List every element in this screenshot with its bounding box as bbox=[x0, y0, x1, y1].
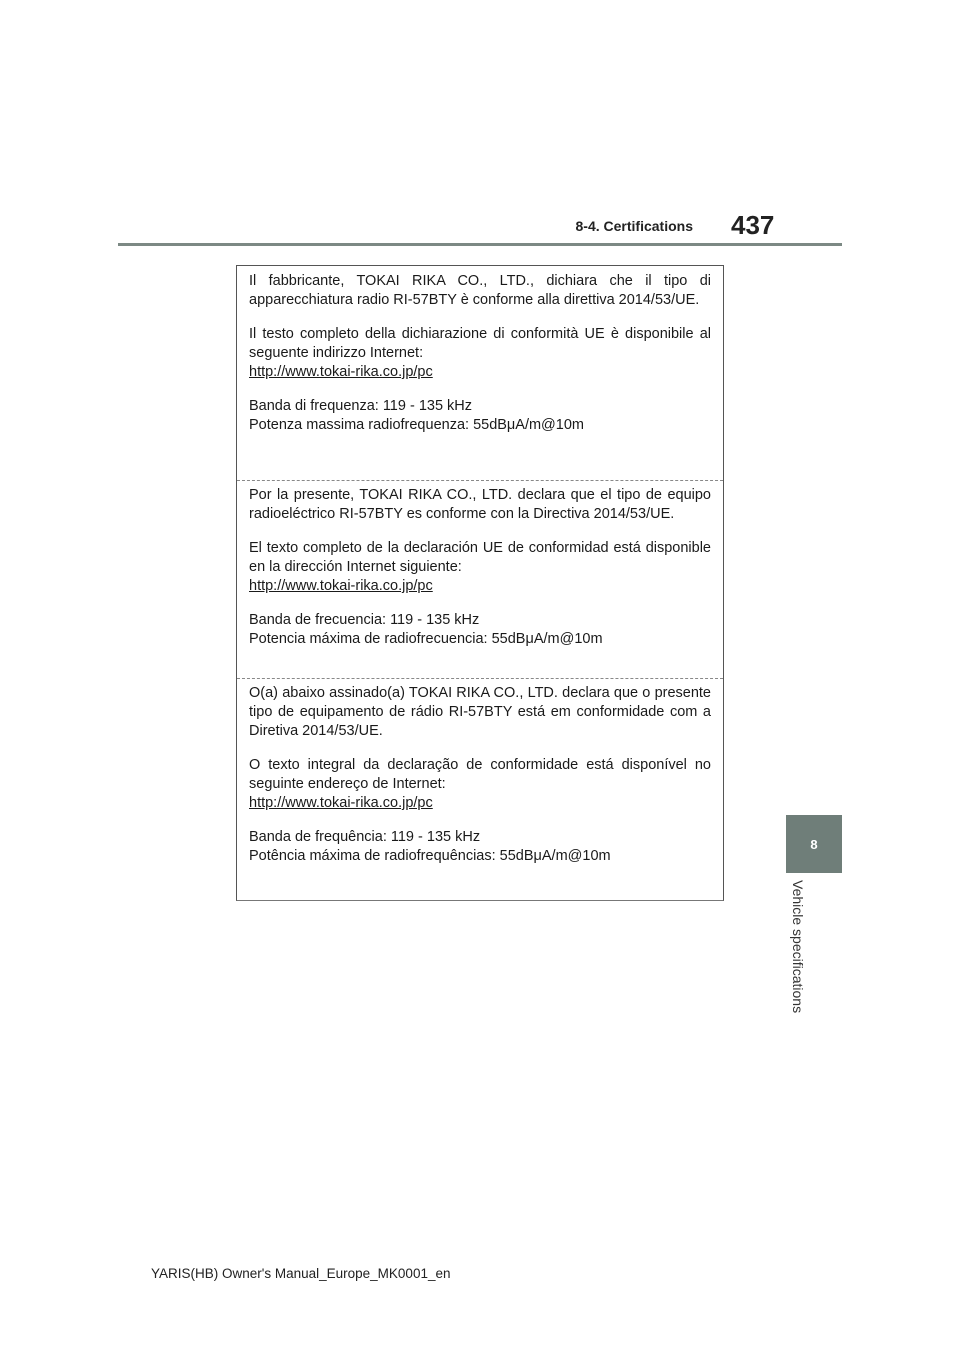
declaration-url-link[interactable]: http://www.tokai-rika.co.jp/pc bbox=[249, 364, 433, 380]
section-title: 8-4. Certifications bbox=[575, 218, 693, 234]
portuguese-declaration-block bbox=[237, 678, 723, 866]
availability-text: Il testo completo della dichiarazione di conformità UE è disponibile al seguente indirizzo Internet: bbox=[249, 326, 711, 361]
chapter-number: 8 bbox=[810, 836, 818, 852]
page-number: 437 bbox=[731, 210, 775, 240]
frequency-band-text: Banda di frequenza: 119 - 135 kHz bbox=[249, 398, 473, 414]
declaration-text: O(a) abaixo assinado(a) TOKAI RIKA CO., LTD. declara que o presente tipo de equipamento de rádio RI-57BTY está em conformidade com a Diretiva 2014/53/UE. bbox=[249, 685, 711, 739]
manual-footer: YARIS(HB) Owner's Manual_Europe_MK0001_en bbox=[151, 1266, 451, 1281]
header-divider bbox=[118, 243, 842, 246]
frequency-band-text: Banda de frequência: 119 - 135 kHz bbox=[249, 829, 481, 845]
frequency-band-text: Banda de frecuencia: 119 - 135 kHz bbox=[249, 612, 480, 628]
spanish-declaration-block bbox=[237, 480, 723, 649]
availability-text: O texto integral da declaração de conformidade está disponível no seguinte endereço de Internet: bbox=[249, 757, 711, 792]
max-power-text: Potenza massima radiofrequenza: 55dBμA/m@10m bbox=[249, 417, 584, 433]
declaration-text: Il fabbricante, TOKAI RIKA CO., LTD., dichiara che il tipo di apparecchiatura radio RI-57BTY è conforme alla direttiva 2014/53/UE. bbox=[249, 273, 711, 308]
chapter-tab[interactable] bbox=[786, 815, 842, 873]
declaration-url-link[interactable]: http://www.tokai-rika.co.jp/pc bbox=[249, 795, 433, 811]
declaration-url-link[interactable]: http://www.tokai-rika.co.jp/pc bbox=[249, 578, 433, 594]
declaration-text: Por la presente, TOKAI RIKA CO., LTD. declara que el tipo de equipo radioeléctrico RI-57BTY es conforme con la Directiva 2014/53/UE. bbox=[249, 487, 711, 522]
italian-declaration-block bbox=[237, 272, 723, 435]
availability-text: El texto completo de la declaración UE de conformidad está disponible en la dirección Internet siguiente: bbox=[249, 540, 711, 575]
chapter-side-label bbox=[758, 880, 838, 1030]
max-power-text: Potencia máxima de radiofrecuencia: 55dBμA/m@10m bbox=[249, 631, 603, 647]
chapter-title: Vehicle specifications bbox=[790, 880, 806, 1014]
max-power-text: Potência máxima de radiofrequências: 55dBμA/m@10m bbox=[249, 848, 611, 864]
certification-box bbox=[236, 265, 724, 901]
